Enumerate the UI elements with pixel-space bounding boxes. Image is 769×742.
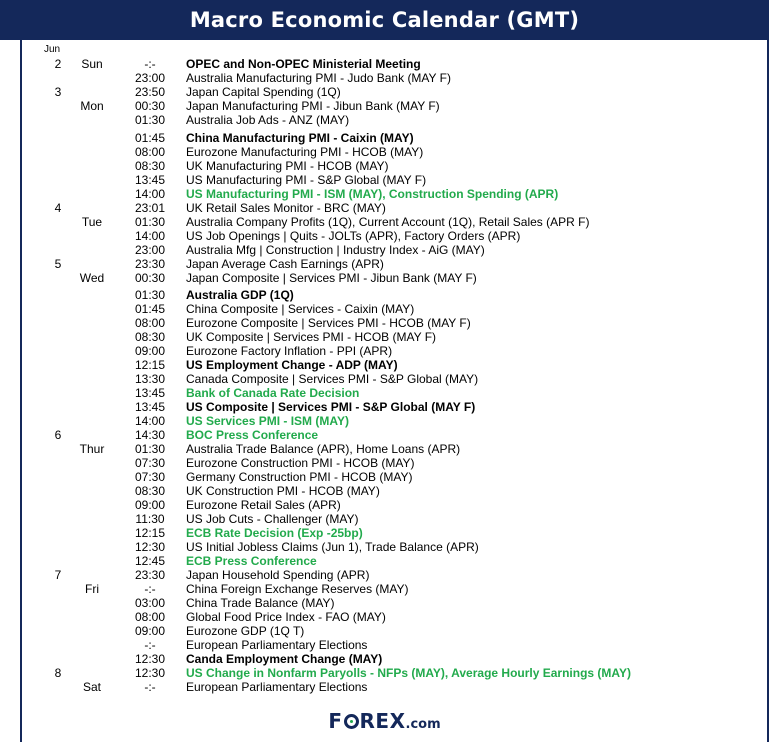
event-time: 13:45 <box>134 400 166 414</box>
event-name: Japan Capital Spending (1Q) <box>186 85 341 99</box>
weekday-label: Thur <box>79 442 105 456</box>
event-time: 23:01 <box>134 200 166 215</box>
event-time: 01:30 <box>134 442 166 456</box>
event-time: 14:30 <box>134 428 166 442</box>
calendar-row <box>0 596 769 610</box>
event-name: Bank of Canada Rate Decision <box>186 386 360 400</box>
event-time: 23:50 <box>134 85 166 99</box>
day-number: 8 <box>54 666 62 680</box>
event-time: 12:15 <box>134 526 166 540</box>
event-time: 08:30 <box>134 484 166 498</box>
event-name: UK Manufacturing PMI - HCOB (MAY) <box>186 158 389 173</box>
event-name: ECB Press Conference <box>186 554 317 568</box>
calendar-row <box>0 638 769 652</box>
event-name: Eurozone Composite | Services PMI - HCOB (MAY F) <box>186 316 471 330</box>
event-time: 01:30 <box>134 214 166 229</box>
event-name: European Parliamentary Elections <box>186 680 368 694</box>
event-name: Eurozone Manufacturing PMI - HCOB (MAY) <box>186 144 424 159</box>
logo-wordmark: F REX <box>328 709 406 733</box>
calendar-row <box>0 257 769 271</box>
event-name: US Manufacturing PMI - ISM (MAY), Construction Spending (APR) <box>186 186 559 201</box>
calendar-row <box>0 386 769 400</box>
event-time: 00:30 <box>134 99 166 113</box>
event-name: Australia GDP (1Q) <box>186 288 294 302</box>
event-name: European Parliamentary Elections <box>186 638 368 652</box>
calendar-row <box>0 159 769 173</box>
event-name: OPEC and Non-OPEC Ministerial Meeting <box>186 57 421 71</box>
calendar-row <box>0 610 769 624</box>
event-name: US Manufacturing PMI - S&P Global (MAY F) <box>186 172 427 187</box>
event-name: US Job Openings | Quits - JOLTs (APR), Factory Orders (APR) <box>186 228 521 243</box>
calendar-row <box>0 428 769 442</box>
event-time: 08:30 <box>134 330 166 344</box>
event-name: Australia Trade Balance (APR), Home Loans (APR) <box>186 442 461 456</box>
event-name: ECB Rate Decision (Exp -25bp) <box>186 526 363 540</box>
event-name: Global Food Price Index - FAO (MAY) <box>186 610 386 624</box>
event-time: 08:00 <box>134 610 166 624</box>
event-time: 23:00 <box>134 71 166 85</box>
event-time: 12:30 <box>134 666 166 680</box>
weekday-label: Sat <box>82 680 101 694</box>
event-time: 11:30 <box>135 512 165 526</box>
event-time: 13:45 <box>134 172 166 187</box>
calendar-row <box>0 372 769 386</box>
event-time: 03:00 <box>134 596 166 610</box>
weekday-label: Wed <box>79 270 105 285</box>
calendar-row <box>0 145 769 159</box>
weekday-label: Tue <box>81 214 103 229</box>
event-name: US Services PMI - ISM (MAY) <box>186 414 349 428</box>
event-time: 09:00 <box>134 624 166 638</box>
calendar-row <box>0 113 769 127</box>
calendar-row <box>0 358 769 372</box>
event-name: US Change in Nonfarm Paryolls - NFPs (MAY), Average Hourly Earnings (MAY) <box>186 666 631 680</box>
calendar-row <box>0 187 769 201</box>
event-name: Eurozone GDP (1Q T) <box>186 624 305 638</box>
event-name: Eurozone Factory Inflation - PPI (APR) <box>186 344 393 358</box>
calendar-row <box>0 271 769 285</box>
event-name: US Initial Jobless Claims (Jun 1), Trade Balance (APR) <box>186 540 479 554</box>
calendar-row <box>0 131 769 145</box>
event-name: UK Construction PMI - HCOB (MAY) <box>186 484 380 498</box>
event-time: 12:30 <box>134 652 166 666</box>
event-name: China Manufacturing PMI - Caixin (MAY) <box>186 130 414 145</box>
event-name: US Composite | Services PMI - S&P Global (MAY F) <box>186 400 476 414</box>
event-time: -:- <box>144 57 156 71</box>
event-name: Australia Manufacturing PMI - Judo Bank (MAY F) <box>186 71 451 85</box>
event-time: 01:30 <box>134 113 166 127</box>
event-time: 00:30 <box>134 270 166 285</box>
page-title: Macro Economic Calendar (GMT) <box>189 8 580 32</box>
day-number: 4 <box>54 200 62 215</box>
calendar-row <box>0 57 769 71</box>
day-number: 7 <box>54 568 62 582</box>
event-time: 01:45 <box>134 302 166 316</box>
event-name: BOC Press Conference <box>186 428 319 442</box>
event-name: Eurozone Construction PMI - HCOB (MAY) <box>186 456 415 470</box>
event-name: China Composite | Services - Caixin (MAY) <box>186 302 415 316</box>
event-name: Australia Company Profits (1Q), Current Account (1Q), Retail Sales (APR F) <box>186 214 590 229</box>
event-name: Germany Construction PMI - HCOB (MAY) <box>186 470 413 484</box>
calendar-row <box>0 316 769 330</box>
calendar-row <box>0 512 769 526</box>
calendar-row <box>0 456 769 470</box>
event-time: 08:30 <box>134 158 166 173</box>
calendar-row <box>0 215 769 229</box>
calendar-row <box>0 201 769 215</box>
calendar-row <box>0 498 769 512</box>
event-name: China Foreign Exchange Reserves (MAY) <box>186 582 409 596</box>
calendar-row <box>0 540 769 554</box>
event-name: UK Retail Sales Monitor - BRC (MAY) <box>186 200 386 215</box>
header-bar <box>0 0 769 40</box>
event-time: 14:00 <box>134 228 166 243</box>
event-time: -:- <box>144 680 156 694</box>
calendar-row <box>0 624 769 638</box>
month-label: Jun <box>44 44 61 55</box>
event-name: Eurozone Retail Sales (APR) <box>186 498 341 512</box>
event-time: -:- <box>144 582 156 596</box>
logo-globe-icon <box>344 714 359 729</box>
calendar-row <box>0 442 769 456</box>
event-time: 13:45 <box>134 386 166 400</box>
event-name: China Trade Balance (MAY) <box>186 596 335 610</box>
event-time: -:- <box>144 638 156 652</box>
calendar-row <box>0 243 769 257</box>
event-time: 23:30 <box>134 256 166 271</box>
day-number: 5 <box>54 256 62 271</box>
calendar-row <box>0 554 769 568</box>
calendar-row <box>0 229 769 243</box>
calendar-row <box>0 99 769 113</box>
calendar-row <box>0 680 769 694</box>
event-name: Canda Employment Change (MAY) <box>186 652 383 666</box>
event-name: Japan Manufacturing PMI - Jibun Bank (MAY F) <box>186 99 440 113</box>
event-time: 12:15 <box>134 358 166 372</box>
event-name: US Job Cuts - Challenger (MAY) <box>186 512 359 526</box>
day-number: 2 <box>54 57 62 71</box>
forex-logo <box>0 709 769 733</box>
event-time: 12:30 <box>134 540 166 554</box>
event-time: 08:00 <box>134 144 166 159</box>
logo-suffix: .com <box>405 717 441 732</box>
calendar-row <box>0 526 769 540</box>
event-time: 14:00 <box>134 186 166 201</box>
event-time: 09:00 <box>134 344 166 358</box>
calendar-row <box>0 582 769 596</box>
calendar-row <box>0 85 769 99</box>
calendar-row <box>0 71 769 85</box>
event-time: 07:30 <box>134 456 166 470</box>
event-time: 01:30 <box>134 288 166 302</box>
event-time: 12:45 <box>134 554 166 568</box>
calendar-row <box>0 652 769 666</box>
event-name: Australia Mfg | Construction | Industry Index - AiG (MAY) <box>186 242 485 257</box>
event-name: US Employment Change - ADP (MAY) <box>186 358 398 372</box>
event-time: 13:30 <box>134 372 166 386</box>
calendar-table <box>0 57 769 694</box>
event-name: UK Composite | Services PMI - HCOB (MAY F) <box>186 330 437 344</box>
calendar-row <box>0 666 769 680</box>
calendar-row <box>0 568 769 582</box>
day-number: 3 <box>54 85 62 99</box>
calendar-row <box>0 414 769 428</box>
calendar-row <box>0 173 769 187</box>
calendar-row <box>0 302 769 316</box>
event-time: 01:45 <box>134 130 166 145</box>
weekday-label: Mon <box>80 99 104 113</box>
event-time: 08:00 <box>134 316 166 330</box>
weekday-label: Fri <box>85 582 99 596</box>
event-name: Japan Composite | Services PMI - Jibun Bank (MAY F) <box>186 270 477 285</box>
weekday-label: Sun <box>81 57 103 71</box>
day-number: 6 <box>54 428 62 442</box>
calendar-row <box>0 470 769 484</box>
calendar-row <box>0 330 769 344</box>
event-time: 23:30 <box>134 568 166 582</box>
calendar-row <box>0 484 769 498</box>
event-name: Japan Average Cash Earnings (APR) <box>186 256 384 271</box>
calendar-row <box>0 288 769 302</box>
event-time: 09:00 <box>134 498 166 512</box>
event-time: 23:00 <box>134 242 166 257</box>
calendar-row <box>0 400 769 414</box>
event-time: 07:30 <box>134 470 166 484</box>
event-name: Australia Job Ads - ANZ (MAY) <box>186 113 350 127</box>
event-name: Canada Composite | Services PMI - S&P Global (MAY) <box>186 372 479 386</box>
event-name: Japan Household Spending (APR) <box>186 568 370 582</box>
calendar-row <box>0 344 769 358</box>
event-time: 14:00 <box>134 414 166 428</box>
